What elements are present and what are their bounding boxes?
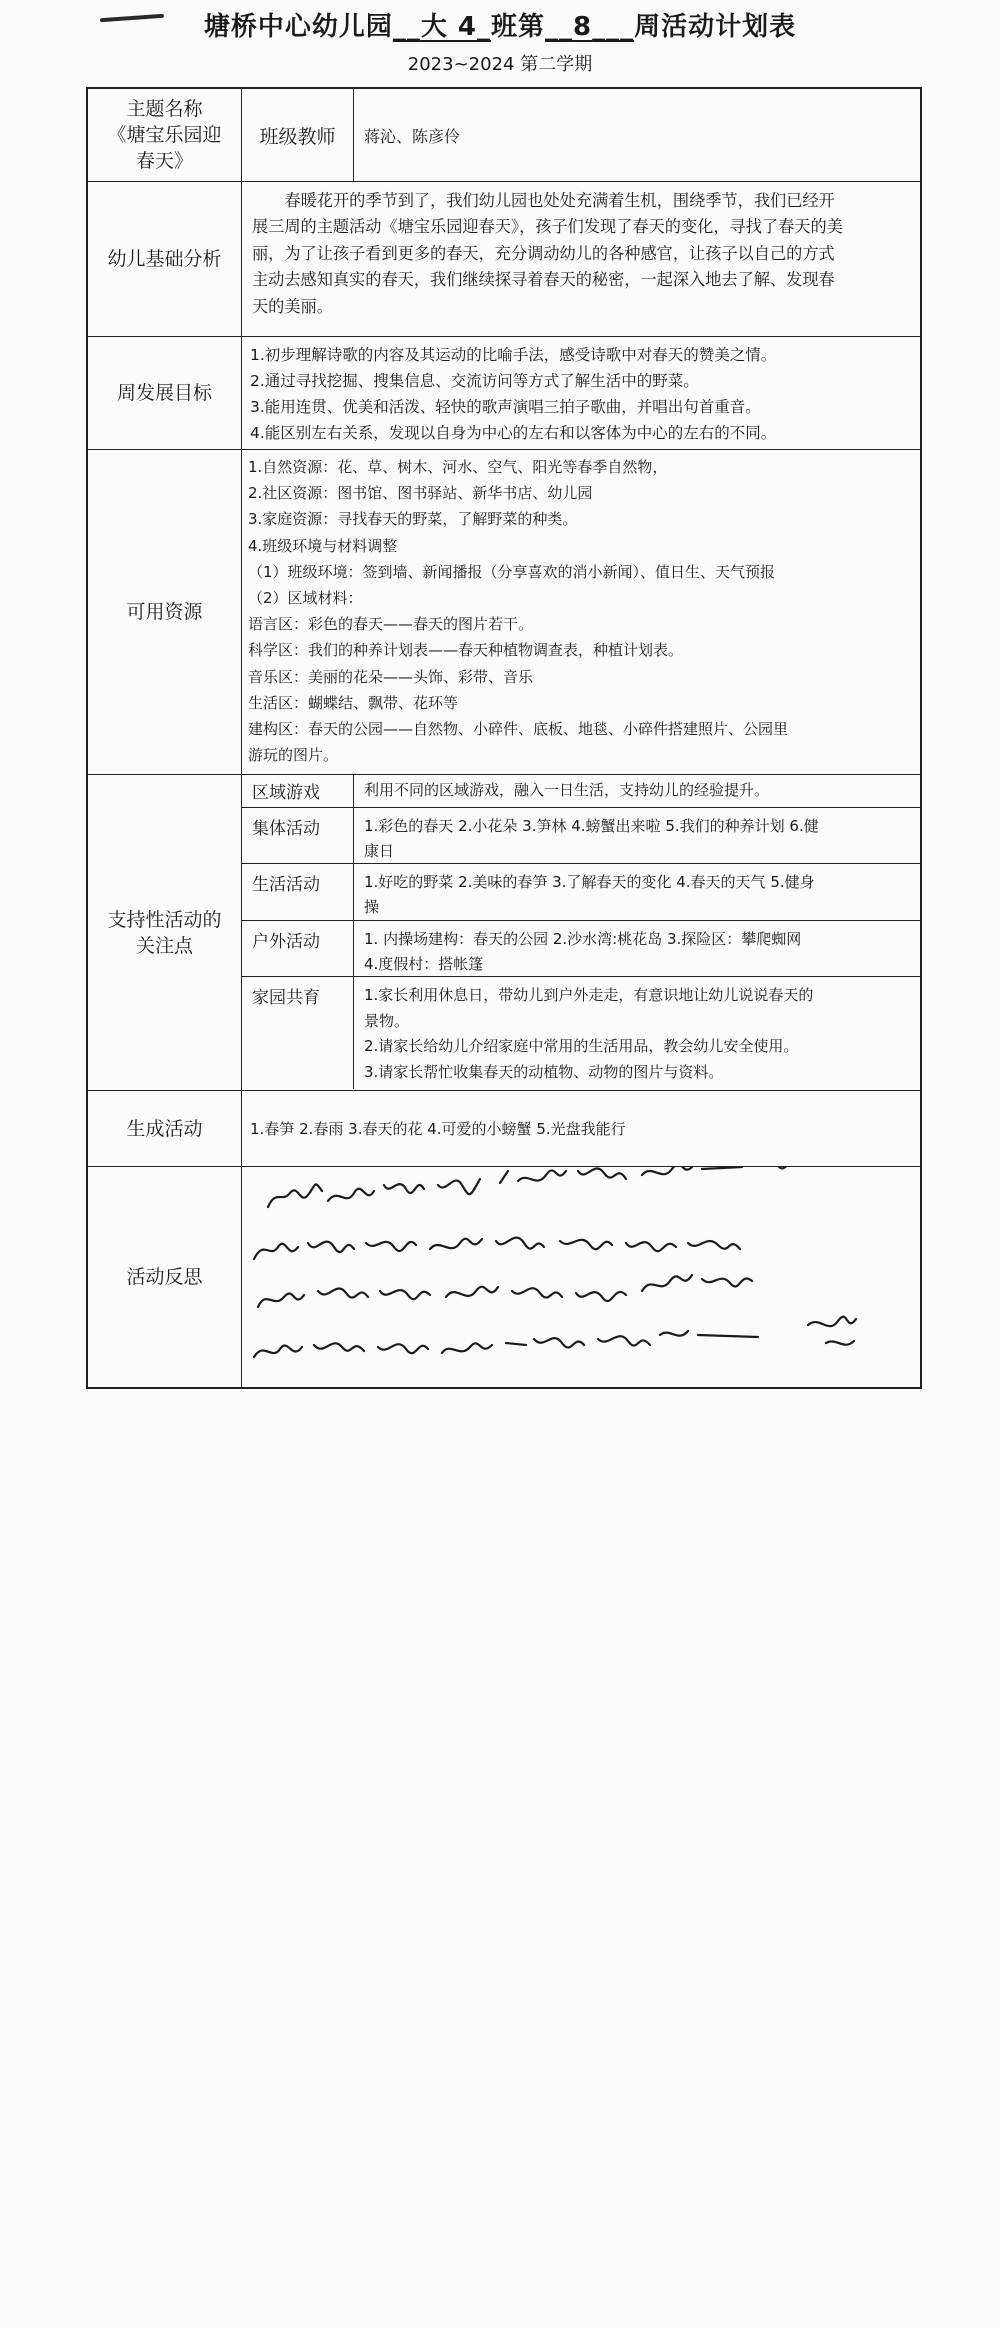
resource-line: 游玩的图片。 xyxy=(248,746,339,765)
theme-row xyxy=(88,89,920,182)
resource-line: 1.自然资源：花、草、树木、河水、空气、阳光等春季自然物， xyxy=(248,458,668,476)
title-mid: 班第 xyxy=(491,12,546,42)
plan-table xyxy=(86,87,922,1389)
reflection-label: 活动反思 xyxy=(88,1167,242,1387)
teacher-label: 班级教师 xyxy=(242,89,354,181)
page-title: 塘桥中心幼儿园__大 4_班第__8___周活动计划表 xyxy=(0,6,1000,43)
analysis-line: 春暖花开的季节到了，我们幼儿园也处处充满着生机，围绕季节，我们已经开 xyxy=(284,191,835,210)
support-row-text xyxy=(354,977,920,1089)
support-row-name: 生活活动 xyxy=(242,864,354,920)
support-line: 3.请家长帮忙收集春天的动植物、动物的图片与资料。 xyxy=(364,1062,724,1081)
title-class: 大 4 xyxy=(420,12,478,42)
support-outdoor-activity xyxy=(242,921,920,977)
support-row-name: 家园共育 xyxy=(242,977,354,1089)
analysis-line: 天的美丽。 xyxy=(252,296,333,316)
generated-row xyxy=(88,1091,920,1167)
resources-list xyxy=(242,450,920,774)
analysis-label: 幼儿基础分析 xyxy=(88,182,242,336)
support-line: 1.家长利用休息日，带幼儿到户外走走，有意识地让幼儿说说春天的 xyxy=(364,986,814,1004)
support-row-name: 户外活动 xyxy=(242,921,354,976)
support-label xyxy=(88,775,242,1090)
goal-item: 1.初步理解诗歌的内容及其运动的比喻手法，感受诗歌中对春天的赞美之情。 xyxy=(250,346,777,364)
title-suffix: 周活动计划表 xyxy=(634,12,797,42)
resources-row xyxy=(88,450,920,775)
support-row-text xyxy=(354,808,920,863)
goal-item: 2.通过寻找挖掘、搜集信息、交流访问等方式了解生活中的野菜。 xyxy=(250,372,699,390)
goals-label: 周发展目标 xyxy=(88,337,242,449)
title-school: 塘桥中心幼儿园 xyxy=(203,12,393,42)
support-label-line: 支持性活动的 xyxy=(107,908,222,931)
support-row-name: 区域游戏 xyxy=(242,775,354,807)
support-group-activity xyxy=(242,808,920,864)
resource-line: 建构区：春天的公园——自然物、小碎件、底板、地毯、小碎件搭建照片、公园里 xyxy=(248,720,789,739)
support-home-school xyxy=(242,977,920,1089)
resource-line: 语言区：彩色的春天——春天的图片若干。 xyxy=(248,615,534,634)
support-area-games xyxy=(242,775,920,808)
support-line: 4.度假村：搭帐篷 xyxy=(364,954,484,973)
resource-line: 4.班级环境与材料调整 xyxy=(248,536,398,555)
resource-line: 音乐区：美丽的花朵——头饰、彩带、音乐 xyxy=(248,667,534,686)
theme-label-line: 春天》 xyxy=(135,150,193,172)
support-life-activity xyxy=(242,864,920,921)
reflection-row xyxy=(88,1167,920,1387)
goals-list xyxy=(242,337,920,449)
generated-text: 1.春笋 2.春雨 3.春天的花 4.可爱的小螃蟹 5.光盘我能行 xyxy=(250,1120,626,1138)
goal-item: 4.能区别左右关系，发现以自身为中心的左右和以客体为中心的左右的不同。 xyxy=(250,424,777,442)
analysis-line: 主动去感知真实的春天，我们继续探寻着春天的秘密，一起深入地去了解、发现春 xyxy=(252,270,835,290)
support-line: 1.彩色的春天 2.小花朵 3.笋林 4.螃蟹出来啦 5.我们的种养计划 6.健 xyxy=(364,817,819,835)
resource-line: （1）班级环境：签到墙、新闻播报（分享喜欢的消小新闻）、值日生、天气预报 xyxy=(248,562,776,581)
title-week: 8 xyxy=(573,12,593,42)
resources-label: 可用资源 xyxy=(88,450,242,774)
handwriting-scribble xyxy=(248,1167,948,1387)
analysis-line: 丽，为了让孩子看到更多的春天，充分调动幼儿的各种感官，让孩子以自己的方式 xyxy=(252,243,835,263)
analysis-row xyxy=(88,182,920,337)
generated-label: 生成活动 xyxy=(88,1091,242,1166)
support-line: 1.好吃的野菜 2.美味的春笋 3.了解春天的变化 4.春天的天气 5.健身 xyxy=(364,873,815,891)
support-line: 1. 内操场建构：春天的公园 2.沙水湾:桃花岛 3.探险区：攀爬蜘网 xyxy=(364,930,802,948)
support-line: 利用不同的区域游戏，融入一日生活，支持幼儿的经验提升。 xyxy=(364,781,770,799)
support-row-text xyxy=(354,921,920,976)
resource-line: 生活区：蝴蝶结、飘带、花环等 xyxy=(248,693,459,712)
goals-row xyxy=(88,337,920,450)
support-label-line: 关注点 xyxy=(135,934,193,957)
support-row xyxy=(88,775,920,1091)
theme-label-line: 主题名称 xyxy=(126,98,203,120)
theme-label xyxy=(88,89,242,181)
analysis-line: 展三周的主题活动《塘宝乐园迎春天》，孩子们发现了春天的变化，寻找了春天的美 xyxy=(252,217,843,237)
support-row-name: 集体活动 xyxy=(242,808,354,863)
support-line: 2.请家长给幼儿介绍家庭中常用的生活用品，教会幼儿安全使用。 xyxy=(364,1037,799,1055)
resource-line: 3.家庭资源：寻找春天的野菜，了解野菜的种类。 xyxy=(248,510,578,529)
analysis-text xyxy=(242,182,920,336)
resource-line: （2）区域材料： xyxy=(248,589,363,608)
support-row-text xyxy=(354,864,920,920)
support-line: 康日 xyxy=(364,841,395,860)
support-row-text xyxy=(354,775,920,807)
support-line: 操 xyxy=(364,897,380,916)
resource-line: 2.社区资源：图书馆、图书驿站、新华书店、幼儿园 xyxy=(248,484,593,503)
semester: 2023~2024 第二学期 xyxy=(407,54,593,75)
goal-item: 3.能用连贯、优美和活泼、轻快的歌声演唱三拍子歌曲，并唱出句首重音。 xyxy=(250,398,761,416)
resource-line: 科学区：我们的种养计划表——春天种植物调查表，种植计划表。 xyxy=(248,641,684,660)
theme-label-line: 《塘宝乐园迎 xyxy=(107,124,222,146)
teacher-names: 蒋沁、陈彦伶 xyxy=(364,126,461,146)
support-line: 景物。 xyxy=(364,1011,410,1030)
